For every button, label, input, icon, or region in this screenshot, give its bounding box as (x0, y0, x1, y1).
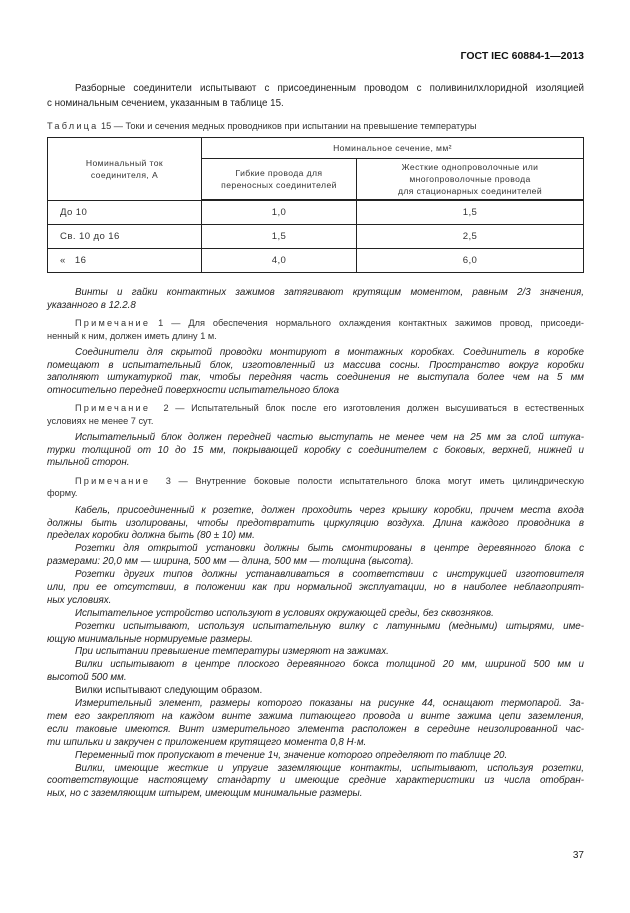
text-line: Вилки испытывают в центре плоского деревянного бокса толщиной 20 мм, шириной 500 мм и (75, 659, 584, 671)
note-paragraph (47, 402, 584, 427)
text-line: Испытательный блок должен передней частью выступать не менее чем на 25 мм за слой штука- (75, 432, 584, 444)
cell-rigid: 6,0 (357, 249, 584, 273)
note-label: Примечание (75, 318, 151, 329)
cell-current: « 16 (48, 249, 202, 273)
text-line: должны быть изолированы, чтобы предотвратить циркуляцию воздуха. Длина каждого проводника в (47, 517, 584, 529)
text-line: ных, но с заземляющим штырем, имеющим минимальные размеры. (47, 788, 363, 800)
text-line: Вилки испытывают следующим образом. (75, 685, 263, 697)
cell-flexible: 4,0 (202, 249, 357, 273)
cell-flexible: 1,0 (202, 200, 357, 225)
cell-current: Св. 10 до 16 (48, 225, 202, 249)
paragraph (47, 646, 584, 659)
text-line: указанного в 12.2.8 (47, 299, 136, 311)
body-section-1 (47, 287, 584, 500)
note-text: 3 — Внутренние боковые полости испытательного блока могут иметь цилиндрическую (150, 475, 584, 486)
rigid-header-line: Жесткие однопроволочные или (401, 162, 539, 173)
text-line: Винты и гайки контактных зажимов затягивают крутящим моментом, равным 2/3 значения, (75, 287, 584, 299)
conductor-table (47, 137, 584, 273)
page-number: 37 (572, 850, 584, 861)
text-line: ющую минимальные нормируемые размеры. (47, 633, 253, 645)
text-line: Розетки испытывают, используя испытательную вилку с латунными (медными) штырями, име- (75, 620, 584, 632)
table-row (48, 225, 584, 249)
text-line: условиях не менее 7 сут. (47, 415, 154, 426)
text-line: с номинальным сечением, указанным в таблице 15. (47, 97, 284, 109)
paragraph (47, 763, 584, 802)
text-line: или, при ее отсутствии, в положении как при нормальной эксплуатации, но в наиболее неблагоприят- (47, 582, 584, 594)
table-caption (47, 121, 584, 131)
text-line: ти шпильки и закручен с приложением крутящего момента 0,8 Н·м. (47, 736, 367, 748)
text-line (47, 475, 584, 488)
col-header-flexible: Гибкие провода для переносных соединителей (202, 159, 357, 201)
rigid-header-line: для стационарных соединителей (397, 186, 543, 197)
text-line: Соединители для скрытой проводки монтируют в монтажных коробках. Соединитель в коробке (75, 347, 584, 359)
text-line: турки толщиной от 10 до 15 мм, покрывающей коробку с соединителем с боковых, верхней, нижней и (47, 444, 584, 456)
text-line (47, 402, 584, 415)
text-line: Вилки, имеющие жесткие и упругие заземляющие контакты, испытывают, используя розетки, (75, 762, 584, 774)
text-line: Розетки для открытой установки должны быть смонтированы в центре деревянного блока с (75, 543, 584, 555)
text-line: форму. (47, 488, 78, 499)
paragraph (47, 543, 584, 569)
text-line: Измерительный элемент, размеры которого показаны на рисунке 44, оснащают термопарой. За- (75, 698, 584, 710)
cell-current: До 10 (48, 200, 202, 225)
paragraph (47, 659, 584, 685)
intro-paragraph (47, 82, 584, 111)
text-line: относительно передней поверхности испытательного блока (47, 384, 340, 396)
paragraph (47, 608, 584, 621)
paragraph (47, 698, 584, 750)
body-section-2 (47, 505, 584, 801)
table-row (48, 200, 584, 225)
text-line: ненный к ним, должен иметь длину 1 м. (47, 330, 217, 341)
page-content (47, 82, 584, 801)
paragraph (47, 287, 584, 312)
cell-rigid: 2,5 (357, 225, 584, 249)
text-line: помещают в испытательный блок, изготовленный из массива сосны. Пространство вокруг коробки (47, 359, 584, 371)
table-row (48, 249, 584, 273)
col-header-rigid (357, 159, 584, 201)
text-line: размерами: 20,0 мм — ширина, 500 мм — длина, 500 мм — толщина (высота). (47, 556, 414, 568)
rigid-header-line: многопроволочные провода (409, 174, 531, 185)
text-line: высотой 500 мм. (47, 672, 127, 684)
note-text: 2 — Испытательный блок после его изготовления должен высушиваться в естественных (150, 403, 584, 414)
text-line: тыльной сторон. (47, 457, 130, 469)
table-caption-prefix: Таблица (47, 121, 99, 132)
col-header-current: Номинальный ток соединителя, А (48, 138, 202, 201)
col-header-group: Номинальное сечение, мм² (202, 138, 584, 159)
paragraph (47, 347, 584, 397)
text-line: соответствующие настоящему стандарту и имеющие средние характеристики из числа отобран- (47, 775, 584, 787)
paragraph (47, 82, 584, 111)
text-line: Розетки других типов должны устанавливаться в соответствии с инструкцией изготовителя (75, 569, 584, 581)
paragraph (47, 505, 584, 544)
note-label: Примечание (75, 403, 151, 414)
paragraph (47, 569, 584, 608)
text-line: Переменный ток пропускают в течение 1ч, значение которого определяют по таблице 20. (75, 749, 508, 761)
note-paragraph (47, 317, 584, 342)
text-line: При испытании превышение температуры измеряют на зажимах. (75, 646, 389, 658)
note-paragraph (47, 475, 584, 500)
document-header: ГОСТ IEC 60884-1—2013 (460, 50, 584, 62)
note-text: 1 — Для обеспечения нормального охлаждения контактных зажимов провод, присоеди- (150, 318, 584, 329)
text-line: Разборные соединители испытывают с присоединенным проводом с поливинилхлоридной изоляцией (75, 83, 584, 94)
text-line: пределах коробки должна быть (80 ± 10) мм. (47, 530, 255, 542)
text-line: тем его закрепляют на каждом винте зажима питающего провода и винте зажима цепи заземления, (47, 710, 584, 722)
text-line: Испытательное устройство используют в условиях окружающей среды, без сквозняков. (75, 607, 494, 619)
text-line: ных условиях. (47, 594, 112, 606)
text-line: если таковые имеются. Винт измерительного элемента расположен в середине неизолированной час- (47, 723, 584, 735)
text-line: заполняют штукатуркой так, чтобы передняя часть соединения не выступала более чем на 5 мм (47, 372, 584, 384)
table-caption-title: 15 — Токи и сечения медных проводников при испытании на превышение температуры (98, 121, 477, 132)
paragraph (47, 621, 584, 647)
paragraph (47, 432, 584, 470)
text-line: Кабель, присоединенный к розетке, должен проходить через крышку коробки, причем места входа (75, 504, 584, 516)
note-label: Примечание (75, 475, 151, 486)
paragraph (47, 685, 584, 698)
paragraph (47, 750, 584, 763)
text-line (47, 317, 584, 330)
cell-flexible: 1,5 (202, 225, 357, 249)
cell-rigid: 1,5 (357, 200, 584, 225)
